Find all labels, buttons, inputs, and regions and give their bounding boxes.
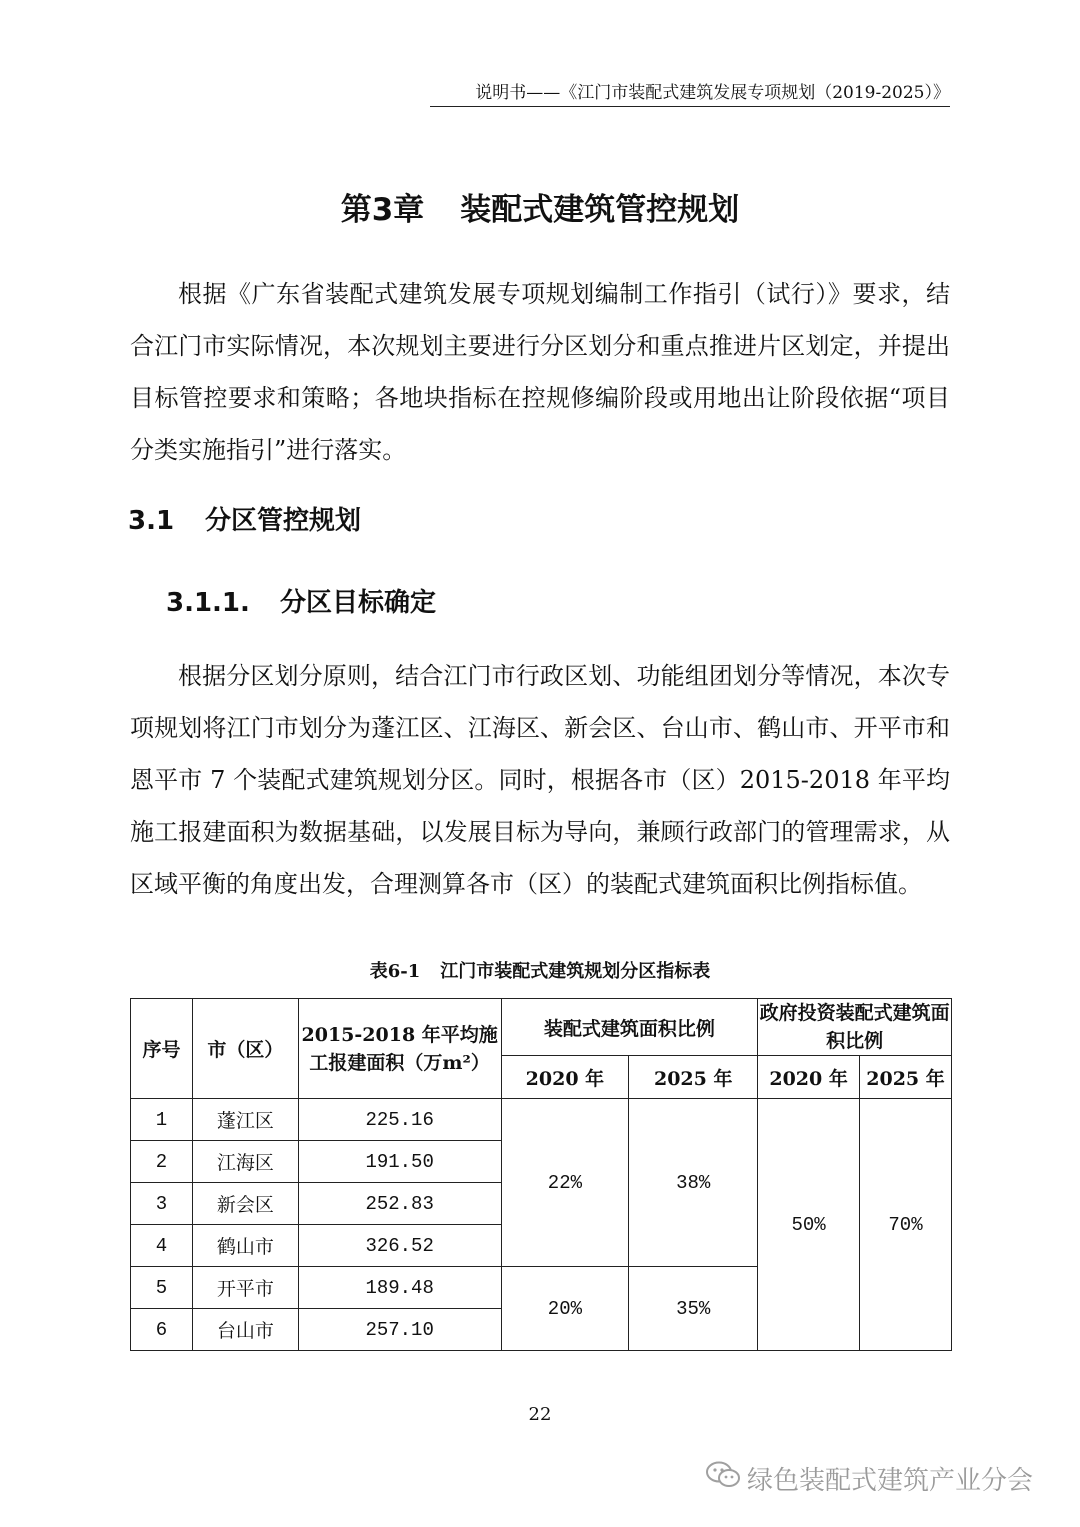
- table-caption-title: 江门市装配式建筑规划分区指标表: [440, 961, 711, 982]
- cell-city: 蓬江区: [192, 1099, 298, 1141]
- wechat-icon: [705, 1460, 741, 1497]
- cell-seq: 4: [131, 1225, 193, 1267]
- header-gov-2020: 2020 年: [758, 1056, 860, 1099]
- section-heading: [128, 500, 361, 537]
- section-number: 3.1: [128, 506, 175, 536]
- cell-area: 257.10: [298, 1309, 501, 1351]
- watermark-text: 绿色装配式建筑产业分会: [747, 1465, 1034, 1496]
- cell-city: 开平市: [192, 1267, 298, 1309]
- cell-area: 189.48: [298, 1267, 501, 1309]
- cell-area: 225.16: [298, 1099, 501, 1141]
- header-gov-ratio: 政府投资装配式建筑面积比例: [758, 999, 952, 1056]
- cell-area: 326.52: [298, 1225, 501, 1267]
- header-city: 市（区）: [192, 999, 298, 1099]
- header-prefab-2025: 2025 年: [629, 1056, 758, 1099]
- header-prefab-ratio: 装配式建筑面积比例: [501, 999, 758, 1056]
- cell-area: 191.50: [298, 1141, 501, 1183]
- cell-seq: 6: [131, 1309, 193, 1351]
- cell-group-a-2025: 38%: [629, 1099, 758, 1267]
- header-gov-2025: 2025 年: [860, 1056, 952, 1099]
- subsection-number: 3.1.1.: [166, 588, 250, 618]
- cell-city: 江海区: [192, 1141, 298, 1183]
- cell-gov-2020: 50%: [758, 1099, 860, 1351]
- table-caption: [0, 957, 1080, 983]
- page-number: 22: [528, 1404, 552, 1425]
- body-paragraph: 根据分区划分原则，结合江门市行政区划、功能组团划分等情况，本次专项规划将江门市划分为蓬江区、江海区、新会区、台山市、鹤山市、开平市和恩平市 7 个装配式建筑规划分区。同时，根据各市（区）2015-2018 年平均施工报建面积为数据基础，以发展目标为导向，兼顾行政部门的管理需求，从区域平衡的角度出发，合理测算各市（区）的装配式建筑面积比例指标值。: [130, 662, 950, 898]
- chapter-title: [0, 184, 1080, 229]
- subsection-heading: [166, 582, 436, 619]
- cell-city: 台山市: [192, 1309, 298, 1351]
- cell-group-a-2020: 22%: [501, 1099, 629, 1267]
- cell-seq: 1: [131, 1099, 193, 1141]
- cell-city: 新会区: [192, 1183, 298, 1225]
- cell-seq: 5: [131, 1267, 193, 1309]
- cell-group-b-2025: 35%: [629, 1267, 758, 1351]
- header-area: 2015-2018 年平均施工报建面积（万m²）: [298, 999, 501, 1099]
- watermark: [705, 1458, 1065, 1498]
- subsection-title: 分区目标确定: [280, 588, 437, 618]
- table-row: [131, 1099, 952, 1141]
- cell-city: 鹤山市: [192, 1225, 298, 1267]
- intro-paragraph: 根据《广东省装配式建筑发展专项规划编制工作指引（试行）》要求，结合江门市实际情况，本次规划主要进行分区划分和重点推进片区划定，并提出目标管控要求和策略；各地块指标在控规修编阶段或用地出让阶段依据“项目分类实施指引”进行落实。: [130, 280, 950, 464]
- cell-group-b-2020: 20%: [501, 1267, 629, 1351]
- cell-area: 252.83: [298, 1183, 501, 1225]
- cell-seq: 2: [131, 1141, 193, 1183]
- cell-seq: 3: [131, 1183, 193, 1225]
- header-prefab-2020: 2020 年: [501, 1056, 629, 1099]
- chapter-title-text: 装配式建筑管控规划: [460, 192, 740, 228]
- table-caption-number: 表6-1: [369, 961, 421, 982]
- chapter-number: 第3章: [340, 192, 425, 228]
- cell-gov-2025: 70%: [860, 1099, 952, 1351]
- section-title: 分区管控规划: [205, 506, 362, 536]
- header-seq: 序号: [131, 999, 193, 1099]
- running-header: 说明书——《江门市装配式建筑发展专项规划（2019-2025）》: [430, 78, 950, 107]
- zoning-index-table: [130, 998, 952, 1351]
